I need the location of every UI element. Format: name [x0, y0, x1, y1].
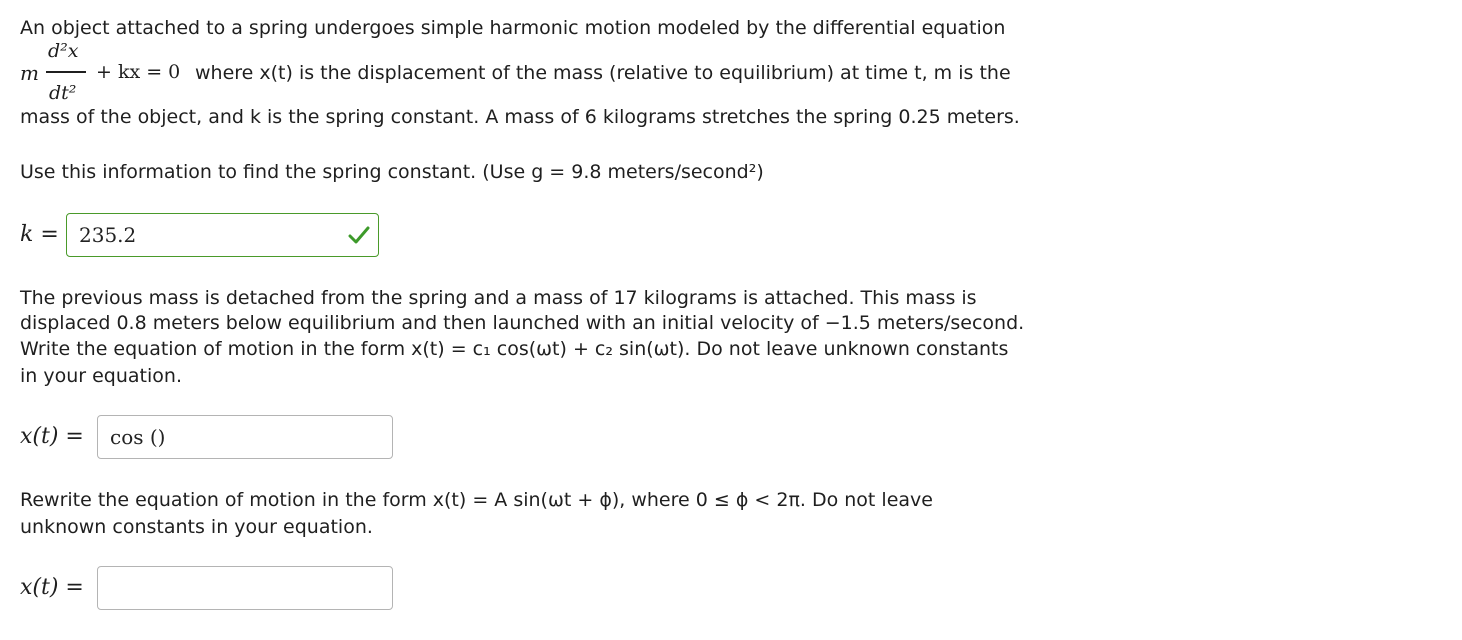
mass-symbol: m — [20, 61, 39, 85]
equation-of-motion-value: cos () — [110, 425, 166, 449]
answer-2-label: x(t) = — [20, 424, 84, 449]
motion-problem-line-3: Write the equation of motion in the form x(t) = c₁ cos(ωt) + c₂ sin(ωt). Do not leave unknown constants — [20, 338, 1009, 360]
equation-tail: + kx = 0 — [96, 61, 181, 83]
equation-of-motion-input[interactable] — [97, 415, 393, 459]
motion-problem-line-4: in your equation. — [20, 365, 182, 387]
check-icon — [348, 225, 370, 245]
motion-problem-line-1: The previous mass is detached from the spring and a mass of 17 kilograms is attached. This mass is — [20, 287, 977, 309]
amplitude-phase-input[interactable] — [97, 566, 393, 610]
problem-intro-line-2: where x(t) is the displacement of the mass (relative to equilibrium) at time t, m is the — [195, 62, 1011, 84]
rewrite-prompt-line-1: Rewrite the equation of motion in the form x(t) = A sin(ωt + ϕ), where 0 ≤ ϕ < 2π. Do not leave — [20, 489, 933, 511]
spring-constant-prompt: Use this information to find the spring constant. (Use g = 9.8 meters/second²) — [20, 161, 764, 183]
motion-problem-line-2: displaced 0.8 meters below equilibrium and then launched with an initial velocity of −1.5 meters/second. — [20, 312, 1025, 334]
answer-1-label: k = — [20, 222, 59, 247]
spring-constant-value: 235.2 — [79, 223, 137, 247]
fraction-numerator: d²x — [48, 40, 79, 62]
problem-intro-line-3: mass of the object, and k is the spring constant. A mass of 6 kilograms stretches the spring 0.25 meters. — [20, 106, 1020, 128]
spring-constant-input[interactable] — [66, 213, 379, 257]
answer-3-label: x(t) = — [20, 575, 84, 600]
fraction-denominator: dt² — [49, 82, 77, 104]
fraction-bar — [46, 71, 86, 73]
rewrite-prompt-line-2: unknown constants in your equation. — [20, 516, 373, 538]
problem-intro-line-1: An object attached to a spring undergoes simple harmonic motion modeled by the differential equation — [20, 17, 1006, 39]
